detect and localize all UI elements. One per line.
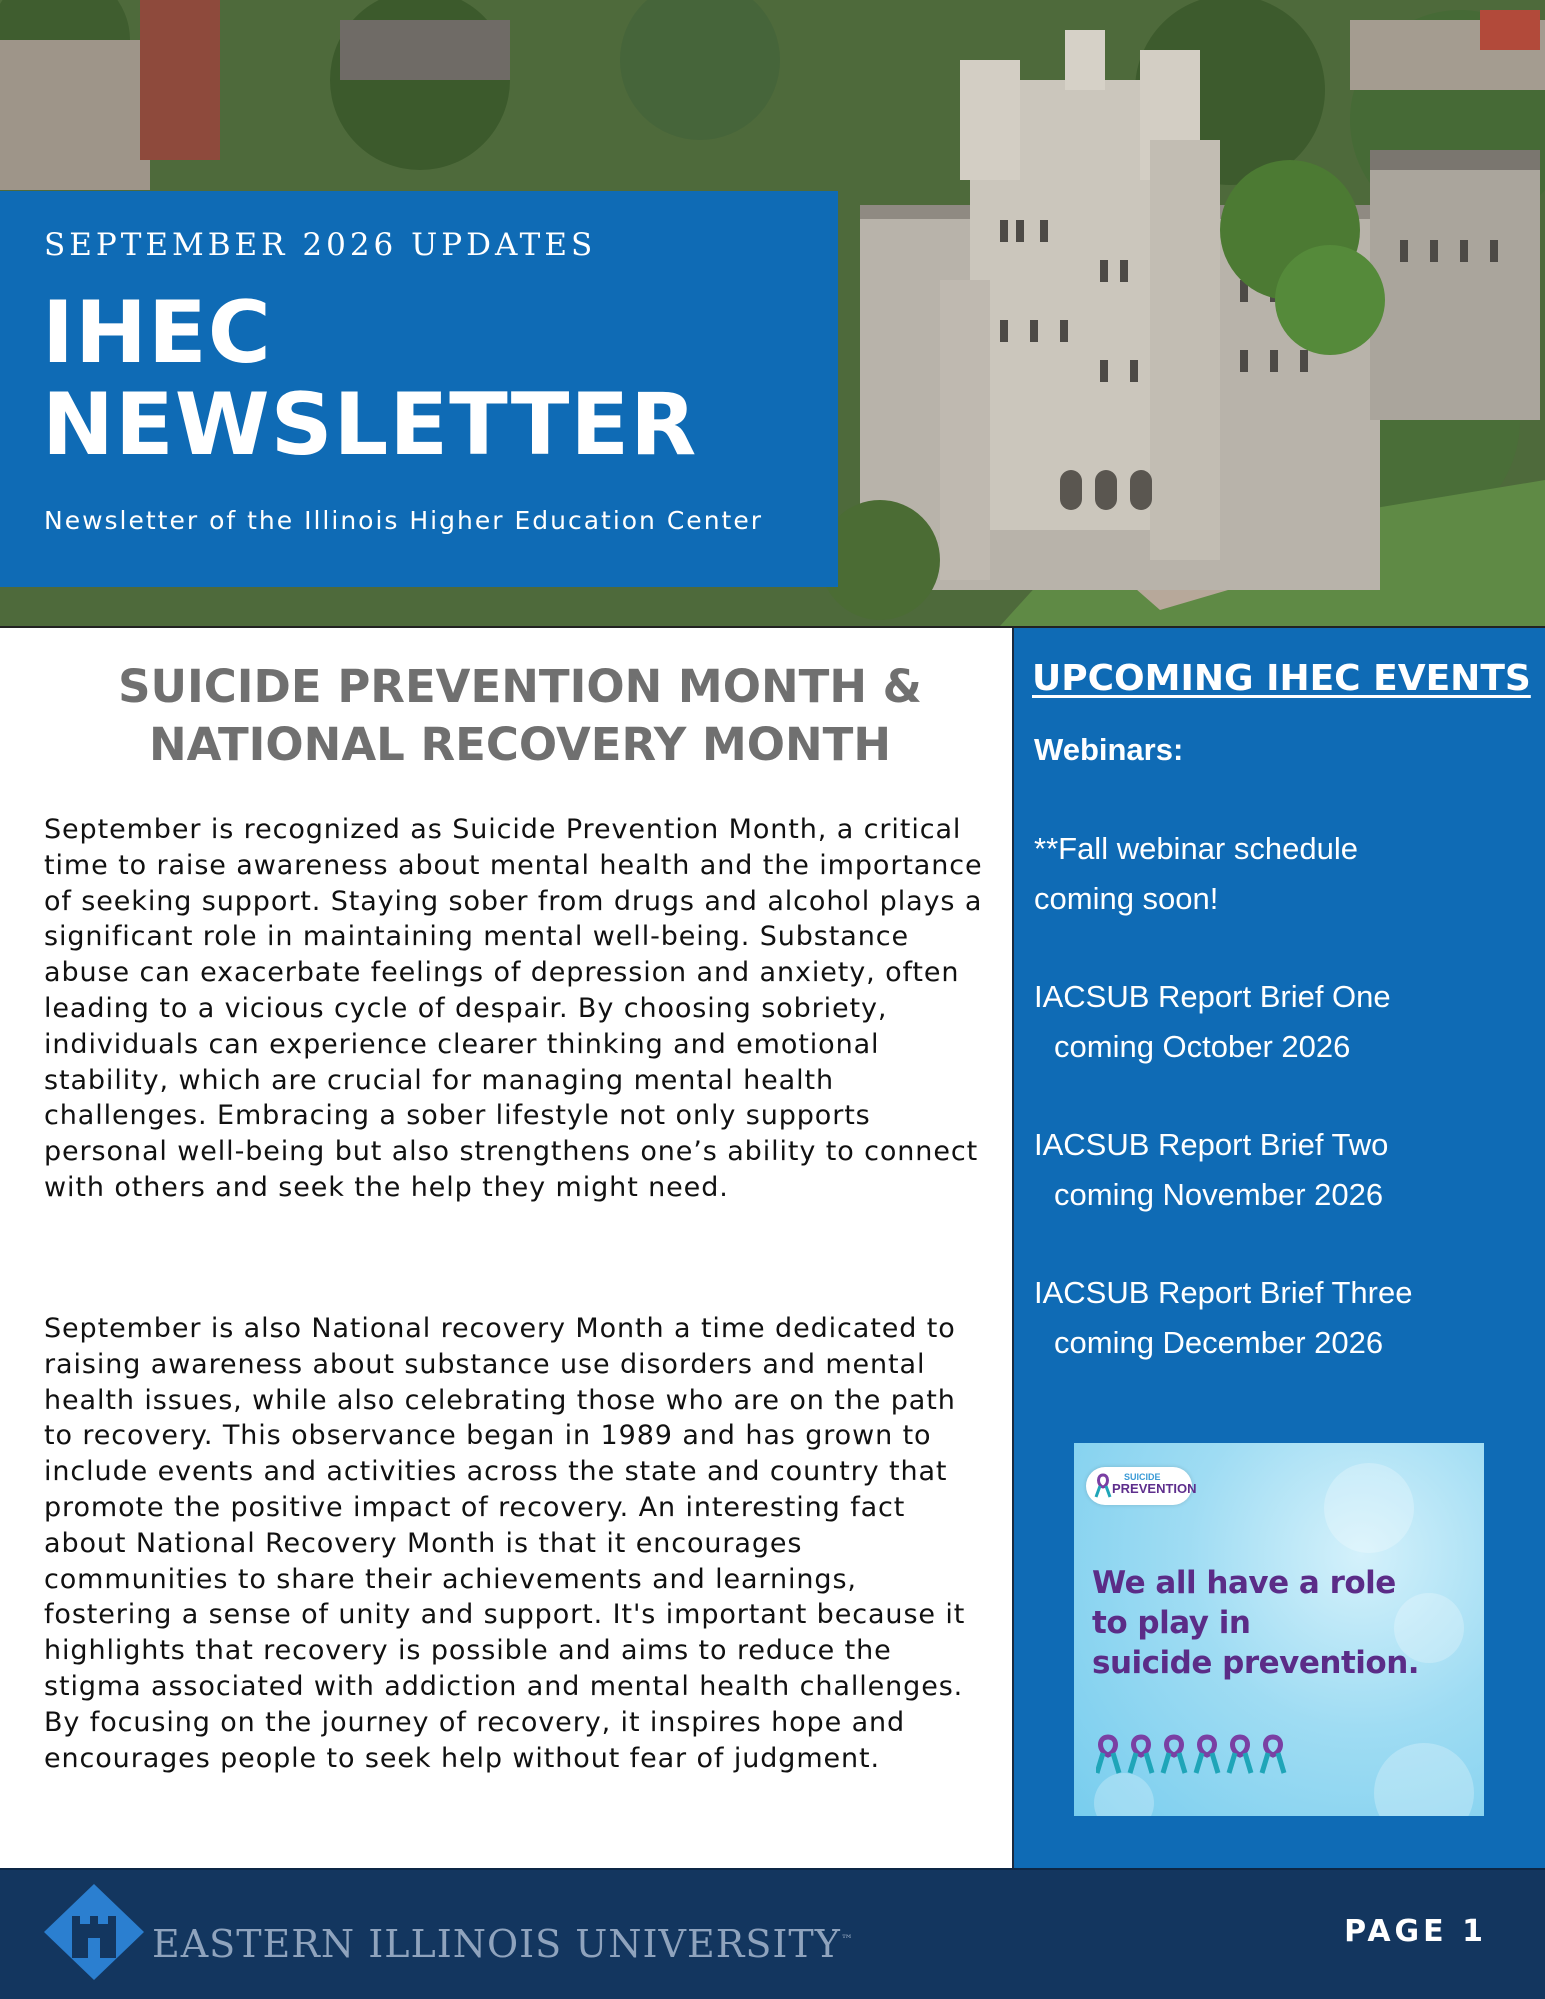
ribbon-icon <box>1094 1473 1112 1499</box>
event-line: IACSUB Report Brief Two <box>1034 1127 1389 1162</box>
suicide-prevention-logo <box>1086 1467 1197 1505</box>
event-date: coming October 2026 <box>1054 1029 1351 1064</box>
logo-small-text: SUICIDE <box>1124 1472 1161 1482</box>
newsletter-title-line2: NEWSLETTER <box>42 375 698 475</box>
university-name: EASTERN ILLINOIS UNIVERSITY <box>152 1922 841 1966</box>
list-item <box>1034 972 1534 1072</box>
hero-title-panel <box>0 191 838 587</box>
list-item <box>1034 1268 1534 1368</box>
page-number: PAGE 1 <box>1344 1914 1487 1949</box>
events-sidebar <box>1012 628 1545 1868</box>
article-paragraph: September is also National recovery Month a time dedicated to raising awareness about substance use disorders and mental health issues, while also celebrating those who are on the path to recovery. This observance began in 1989 and has grown to include events and activities across the state and country that promote the positive impact of recovery. An interesting fact about National Recovery Month is that it encourages communities to share their achievements and learnings, fostering a sense of unity and support. It's important because it highlights that recovery is possible and aims to reduce the stigma associated with addiction and mental health challenges. By focusing on the journey of recovery, it inspires hope and encourages people to seek help without fear of judgment. <box>44 1313 966 1774</box>
newsletter-title <box>42 283 698 475</box>
newsletter-title-line1: IHEC <box>42 283 272 383</box>
article-title-line1: SUICIDE PREVENTION MONTH & <box>118 660 922 713</box>
promo-line: suicide prevention. <box>1092 1645 1420 1681</box>
promo-line: We all have a role <box>1092 1565 1396 1601</box>
university-wordmark <box>152 1922 854 1966</box>
event-date: coming soon! <box>1034 881 1219 916</box>
promo-message <box>1092 1563 1472 1683</box>
hero-banner <box>0 0 1545 626</box>
event-line: **Fall webinar schedule <box>1034 831 1358 866</box>
page-footer <box>0 1868 1545 1999</box>
footer-divider <box>0 1868 1545 1870</box>
event-line: IACSUB Report Brief One <box>1034 979 1391 1014</box>
event-date: coming November 2026 <box>1054 1177 1384 1212</box>
newsletter-subtitle: Newsletter of the Illinois Higher Education Center <box>44 506 763 535</box>
webinars-label: Webinars: <box>1034 732 1184 767</box>
main-article <box>0 628 1012 1868</box>
list-item <box>1034 824 1534 924</box>
promo-line: to play in <box>1092 1605 1251 1641</box>
eiu-castle-logo-icon <box>42 1882 146 1982</box>
event-line: IACSUB Report Brief Three <box>1034 1275 1413 1310</box>
article-title-line2: NATIONAL RECOVERY MONTH <box>148 718 892 771</box>
article-title <box>40 658 1000 774</box>
awareness-ribbons-icon <box>1096 1733 1296 1777</box>
event-date: coming December 2026 <box>1054 1325 1384 1360</box>
suicide-prevention-graphic <box>1074 1443 1484 1816</box>
trademark-symbol: ™ <box>840 1932 854 1947</box>
issue-date: SEPTEMBER 2026 UPDATES <box>44 227 597 263</box>
list-item <box>1034 1120 1534 1220</box>
logo-main-text: PREVENTION <box>1112 1481 1197 1496</box>
article-paragraph: September is recognized as Suicide Prevention Month, a critical time to raise awareness about mental health and the importance of seeking support. Staying sober from drugs and alcohol plays a significant role in maintaining mental well-being. Substance abuse can exacerbate feelings of depression and anxiety, often leading to a vicious cycle of despair. By choosing sobriety, individuals can experience clearer thinking and emotional stability, which are crucial for managing mental health challenges. Embracing a sober lifestyle not only supports personal well-being but also strengthens one’s ability to connect with others and seek the help they might need. <box>44 814 983 1203</box>
events-heading: UPCOMING IHEC EVENTS <box>1032 658 1531 699</box>
events-list <box>1034 824 1534 1416</box>
